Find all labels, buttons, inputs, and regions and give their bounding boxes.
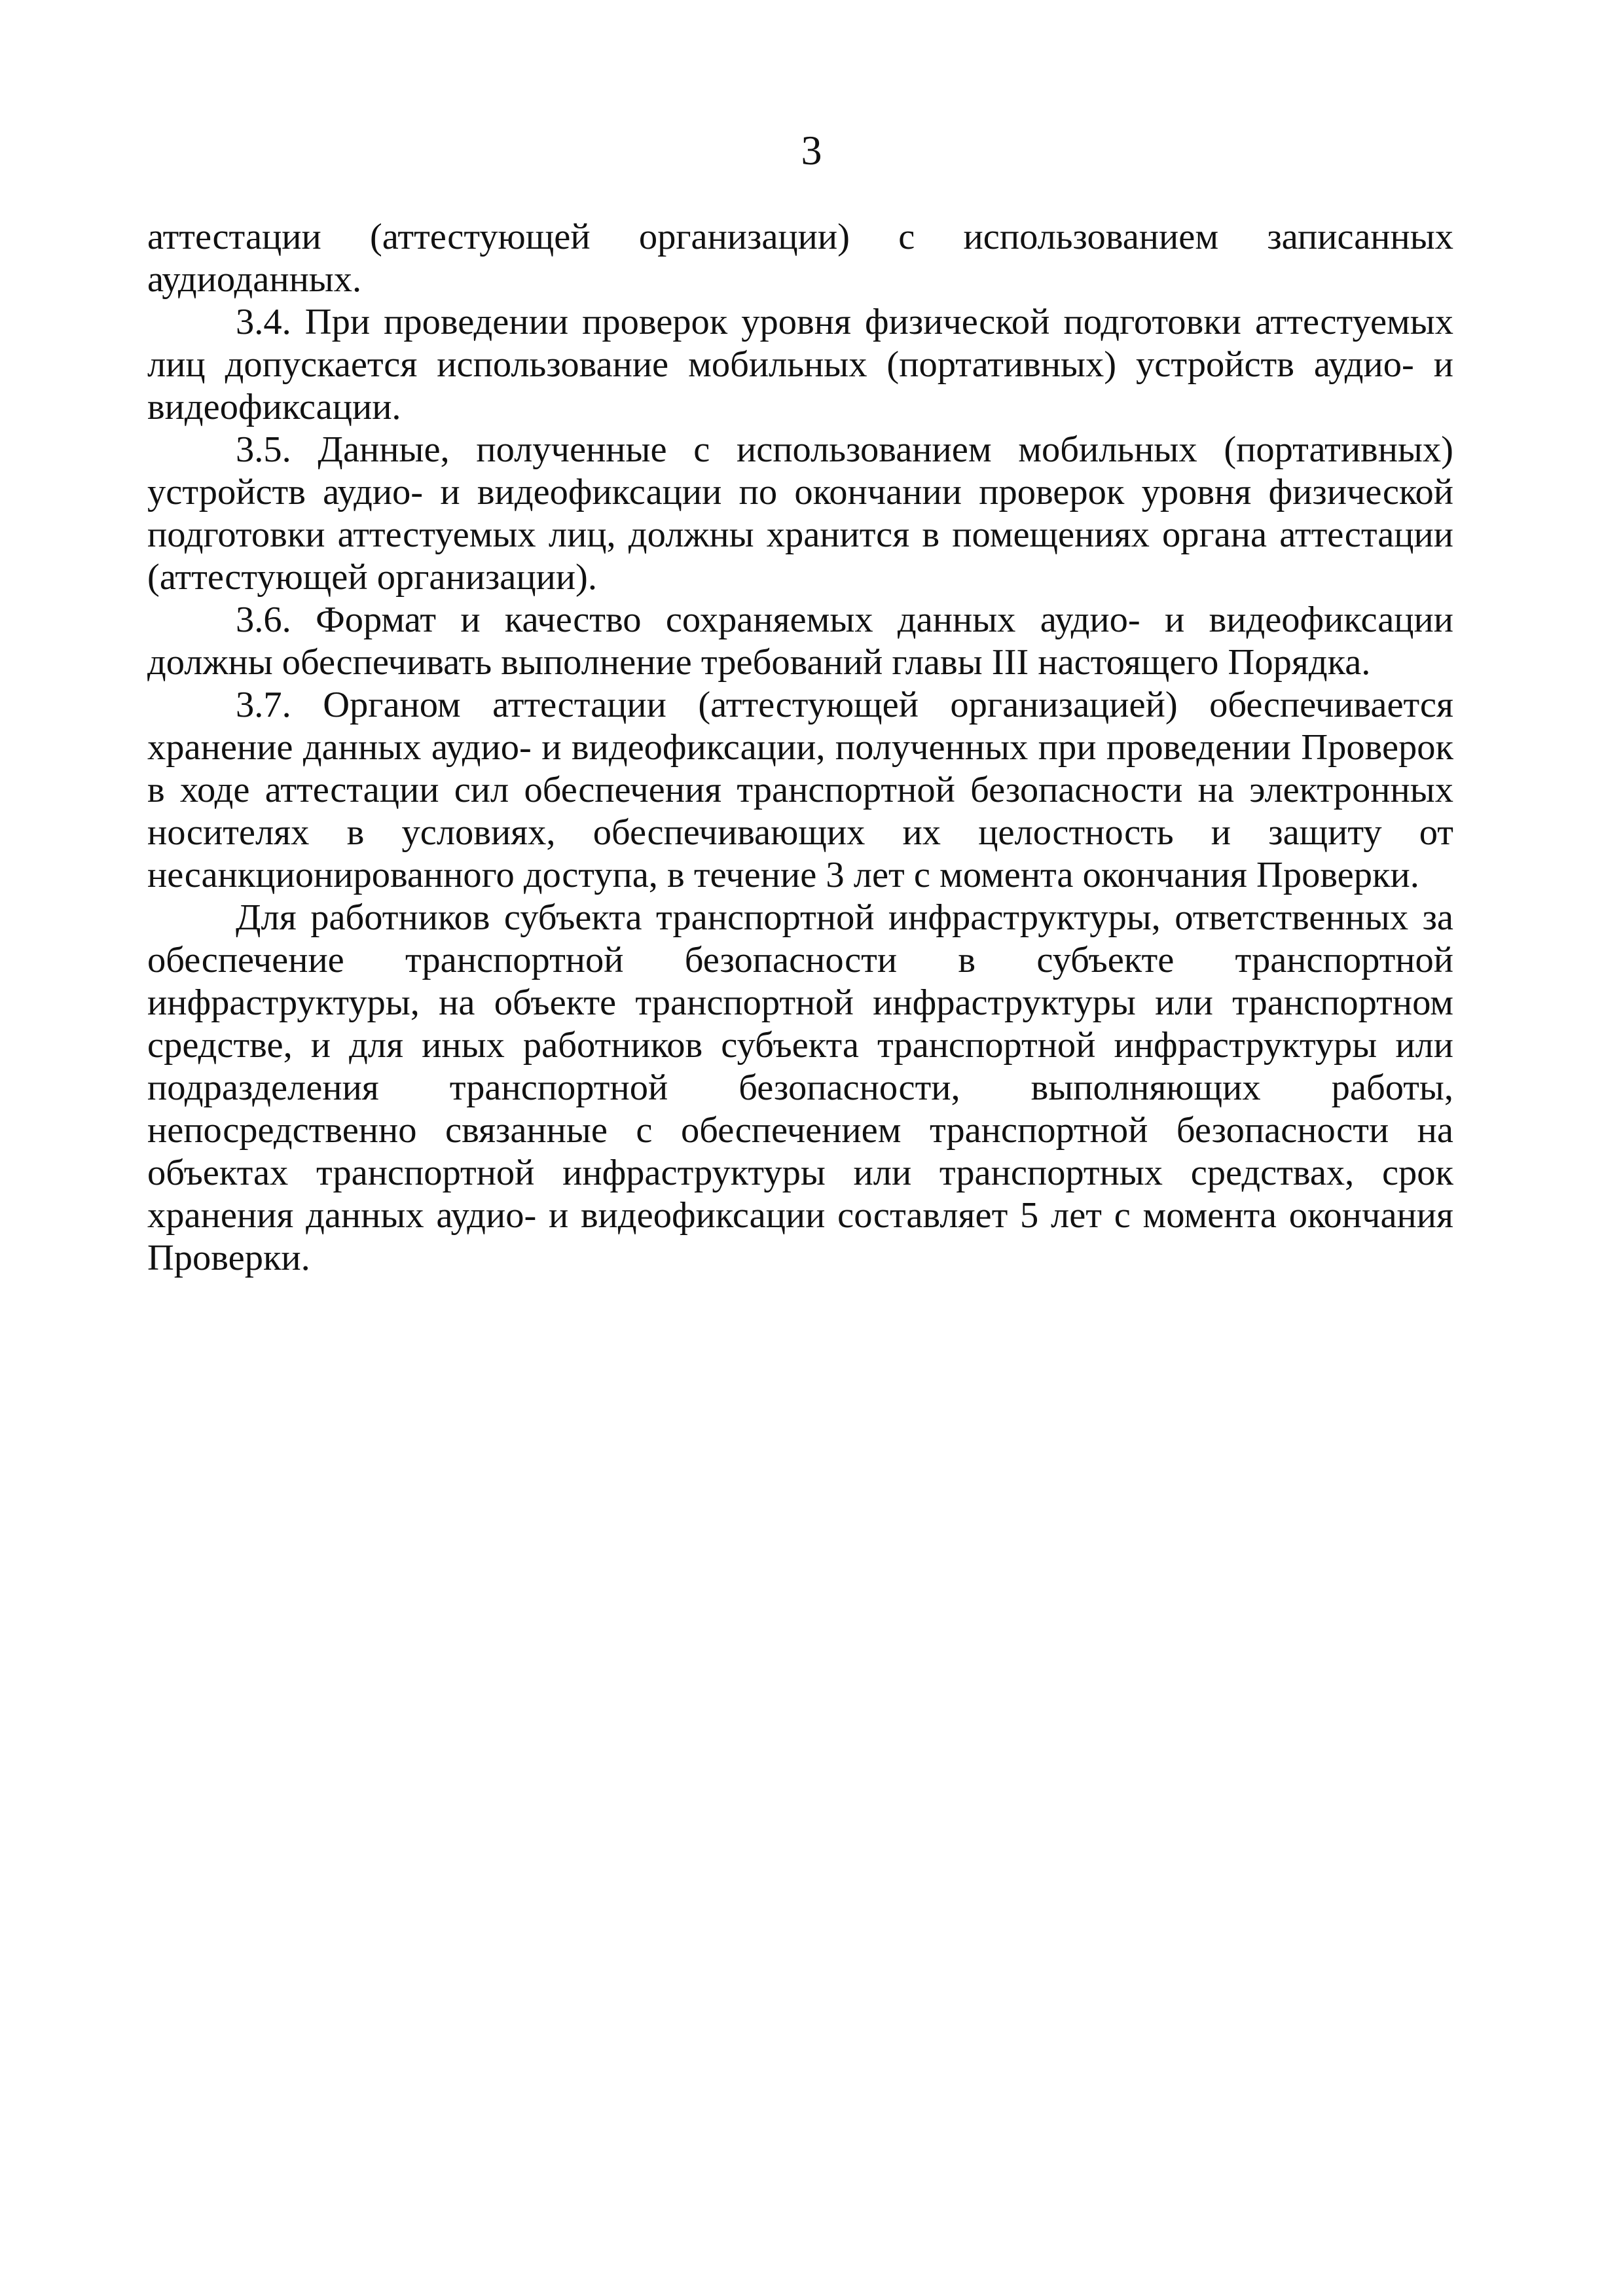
paragraph-3-4: 3.4. При проведении проверок уровня физической подготовки аттестуемых лиц допускается использование мобильных (портативных) устройств аудио- и видеофиксации.	[147, 302, 1453, 427]
paragraph-storage-period: Для работников субъекта транспортной инфраструктуры, ответственных за обеспечение транспортной безопасности в субъекте транспортной инфраструктуры, на объекте транспортной инфраструктуры или транспортном средстве, и для иных работников субъекта транспортной инфраструктуры или подразделения транспортной безопасности, выполняющих работы, непосредственно связанные с обеспечением транспортной безопасности на объектах транспортной инфраструктуры или транспортных средствах, срок хранения данных аудио- и видеофиксации составляет 5 лет с момента окончания Проверки.	[147, 897, 1453, 1278]
page-number: 3	[801, 127, 822, 173]
paragraph-3-6: 3.6. Формат и качество сохраняемых данных аудио- и видеофиксации должны обеспечивать выполнение требований главы III настоящего Порядка.	[147, 600, 1453, 683]
paragraph-3-5: 3.5. Данные, полученные с использованием мобильных (портативных) устройств аудио- и видеофиксации по окончании проверок уровня физической подготовки аттестуемых лиц, должны хранится в помещениях органа аттестации (аттестующей организации).	[147, 429, 1453, 598]
paragraph-3-7: 3.7. Органом аттестации (аттестующей организацией) обеспечивается хранение данных аудио- и видеофиксации, полученных при проведении Проверок в ходе аттестации сил обеспечения транспортной безопасности на электронных носителях в условиях, обеспечивающих их целостность и защиту от несанкционированного доступа, в течение 3 лет с момента окончания Проверки.	[147, 685, 1453, 895]
document-body	[147, 216, 1453, 1280]
paragraph-continuation: аттестации (аттестующей организации) с использованием записанных аудиоданных.	[147, 217, 1453, 300]
